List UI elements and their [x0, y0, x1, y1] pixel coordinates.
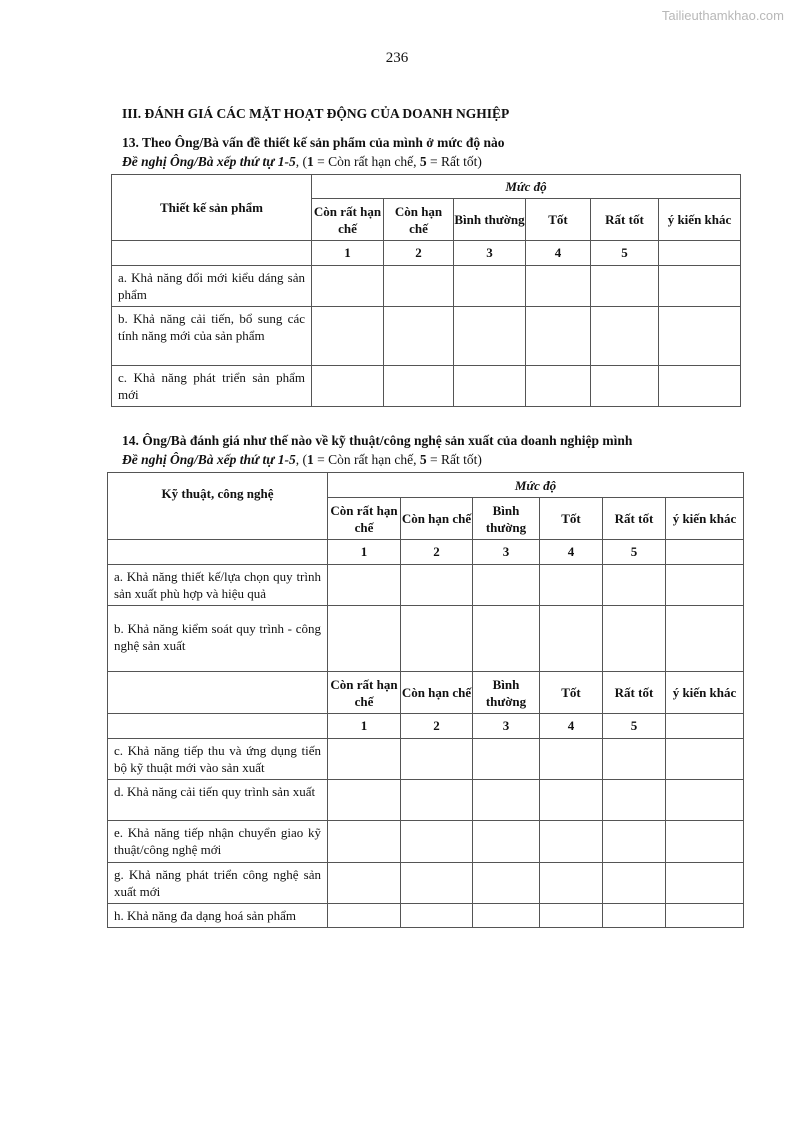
row-header: Kỹ thuật, công nghệ: [108, 473, 328, 540]
rating-cell[interactable]: [401, 565, 473, 606]
rating-cell[interactable]: [526, 266, 591, 307]
question-14-note: [122, 452, 482, 468]
question-14-title: 14. Ông/Bà đánh giá như thế nào về kỹ thuật/công nghệ sản xuất của doanh nghiệp mình: [122, 433, 633, 448]
score-label-cell: [108, 714, 328, 739]
question-13-table: [111, 174, 741, 407]
column-header: Rất tốt: [603, 672, 666, 714]
rating-cell[interactable]: [603, 606, 666, 672]
table-row: [108, 863, 744, 904]
rating-cell[interactable]: [666, 821, 744, 863]
row-header-blank: [108, 672, 328, 714]
score-cell: 4: [540, 714, 603, 739]
rating-cell[interactable]: [454, 366, 526, 407]
column-header: Còn rất hạn chế: [328, 498, 401, 540]
rating-cell[interactable]: [526, 307, 591, 366]
score-cell: 2: [401, 540, 473, 565]
row-label: b. Khả năng cải tiến, bổ sung các tính năng mới của sản phẩm: [112, 307, 312, 366]
rating-cell[interactable]: [591, 307, 659, 366]
rating-cell[interactable]: [603, 565, 666, 606]
rating-cell[interactable]: [473, 863, 540, 904]
rating-cell[interactable]: [540, 565, 603, 606]
table-row: [108, 904, 744, 928]
rating-cell[interactable]: [603, 904, 666, 928]
row-label: a. Khả năng đổi mới kiểu dáng sản phẩm: [112, 266, 312, 307]
note-five-text: = Rất tốt): [426, 452, 482, 467]
column-header: ý kiến khác: [666, 672, 744, 714]
column-header: Bình thường: [473, 672, 540, 714]
question-13-note: [122, 154, 482, 170]
score-cell: 5: [591, 241, 659, 266]
rating-cell[interactable]: [473, 739, 540, 780]
column-header: Tốt: [526, 199, 591, 241]
rating-cell[interactable]: [401, 904, 473, 928]
row-header: Thiết kế sản phẩm: [112, 175, 312, 241]
column-header: Còn hạn chế: [384, 199, 454, 241]
score-cell: 3: [473, 714, 540, 739]
score-cell: 3: [473, 540, 540, 565]
row-label: h. Khả năng đa dạng hoá sản phẩm: [108, 904, 328, 928]
rating-cell[interactable]: [540, 904, 603, 928]
column-header: Còn rất hạn chế: [312, 199, 384, 241]
row-label: c. Khả năng phát triển sản phẩm mới: [112, 366, 312, 407]
rating-cell[interactable]: [328, 565, 401, 606]
rating-cell[interactable]: [603, 821, 666, 863]
score-label-cell: [108, 540, 328, 565]
score-cell: 4: [540, 540, 603, 565]
score-cell: 5: [603, 540, 666, 565]
score-cell: 1: [328, 714, 401, 739]
rating-cell[interactable]: [659, 366, 741, 407]
rating-cell[interactable]: [666, 565, 744, 606]
score-cell: [666, 540, 744, 565]
rating-cell[interactable]: [401, 739, 473, 780]
score-row: [108, 714, 744, 739]
rating-cell[interactable]: [328, 739, 401, 780]
rating-cell[interactable]: [603, 863, 666, 904]
row-label: a. Khả năng thiết kế/lựa chọn quy trình sản xuất phù hợp và hiệu quả: [108, 565, 328, 606]
score-cell: [659, 241, 741, 266]
rating-cell[interactable]: [328, 606, 401, 672]
column-header: Tốt: [540, 498, 603, 540]
rating-cell[interactable]: [526, 366, 591, 407]
rating-cell[interactable]: [666, 739, 744, 780]
rating-cell[interactable]: [312, 266, 384, 307]
note-one-text: = Còn rất hạn chế,: [313, 154, 420, 169]
score-cell: 1: [312, 241, 384, 266]
rating-cell[interactable]: [591, 266, 659, 307]
note-five: 5: [419, 452, 427, 467]
rating-cell[interactable]: [659, 307, 741, 366]
note-five-text: = Rất tốt): [426, 154, 482, 169]
column-headers-repeat: [108, 672, 744, 714]
rating-cell[interactable]: [540, 863, 603, 904]
column-header: Bình thường: [454, 199, 526, 241]
rating-cell[interactable]: [659, 266, 741, 307]
score-cell: 2: [384, 241, 454, 266]
row-label: g. Khả năng phát triển công nghệ sản xuất mới: [108, 863, 328, 904]
rating-cell[interactable]: [384, 307, 454, 366]
rating-cell[interactable]: [401, 780, 473, 821]
rating-cell[interactable]: [384, 266, 454, 307]
column-header: Tốt: [540, 672, 603, 714]
score-row: [108, 540, 744, 565]
column-header: ý kiến khác: [666, 498, 744, 540]
rating-cell[interactable]: [328, 821, 401, 863]
column-header: Còn hạn chế: [401, 498, 473, 540]
note-one: 1: [306, 452, 314, 467]
rating-cell[interactable]: [473, 565, 540, 606]
table-row: [112, 307, 741, 366]
table-row: [108, 780, 744, 821]
table-row: [108, 606, 744, 672]
rating-cell[interactable]: [312, 307, 384, 366]
column-header: Còn rất hạn chế: [328, 672, 401, 714]
rating-cell[interactable]: [401, 606, 473, 672]
rating-cell[interactable]: [473, 904, 540, 928]
score-row: [112, 241, 741, 266]
rating-cell[interactable]: [603, 739, 666, 780]
rating-cell[interactable]: [328, 780, 401, 821]
column-header: Bình thường: [473, 498, 540, 540]
rating-cell[interactable]: [454, 307, 526, 366]
rating-cell[interactable]: [540, 780, 603, 821]
rating-cell[interactable]: [540, 606, 603, 672]
score-cell: 2: [401, 714, 473, 739]
score-cell: 1: [328, 540, 401, 565]
score-cell: 5: [603, 714, 666, 739]
rating-cell[interactable]: [473, 606, 540, 672]
table-row: [108, 739, 744, 780]
rating-cell[interactable]: [666, 863, 744, 904]
row-label: c. Khả năng tiếp thu và ứng dụng tiến bộ kỹ thuật mới vào sản xuất: [108, 739, 328, 780]
rating-cell[interactable]: [666, 780, 744, 821]
rating-cell[interactable]: [401, 821, 473, 863]
rating-cell[interactable]: [312, 366, 384, 407]
page-number: 236: [385, 50, 409, 66]
watermark-text: Tailieuthamkhao.com: [661, 8, 784, 23]
score-cell: 3: [454, 241, 526, 266]
table-row: [108, 821, 744, 863]
question-14-table: [107, 472, 744, 928]
rating-cell[interactable]: [591, 366, 659, 407]
row-label: d. Khả năng cải tiến quy trình sản xuất: [108, 780, 328, 821]
row-label: e. Khả năng tiếp nhận chuyển giao kỹ thuật/công nghệ mới: [108, 821, 328, 863]
section-title: III. ĐÁNH GIÁ CÁC MẶT HOẠT ĐỘNG CỦA DOANH NGHIỆP: [122, 106, 510, 121]
column-header: Rất tốt: [591, 199, 659, 241]
note-lead: Đề nghị Ông/Bà xếp thứ tự 1-5: [122, 452, 296, 467]
column-header: ý kiến khác: [659, 199, 741, 241]
note-one: 1: [306, 154, 314, 169]
score-label-cell: [112, 241, 312, 266]
rating-cell[interactable]: [603, 780, 666, 821]
rating-cell[interactable]: [454, 266, 526, 307]
score-cell: [666, 714, 744, 739]
rating-cell[interactable]: [328, 904, 401, 928]
note-lead: Đề nghị Ông/Bà xếp thứ tự 1-5: [122, 154, 296, 169]
note-sep: , (: [295, 154, 307, 169]
rating-cell[interactable]: [666, 606, 744, 672]
table-row: [112, 366, 741, 407]
note-sep: , (: [295, 452, 307, 467]
group-header: Mức độ: [328, 473, 744, 498]
table-row: [108, 565, 744, 606]
rating-cell[interactable]: [401, 863, 473, 904]
table-row: [112, 266, 741, 307]
rating-cell[interactable]: [540, 821, 603, 863]
rating-cell[interactable]: [473, 780, 540, 821]
rating-cell[interactable]: [384, 366, 454, 407]
rating-cell[interactable]: [328, 863, 401, 904]
note-five: 5: [419, 154, 427, 169]
group-header: Mức độ: [312, 175, 741, 199]
column-header: Còn hạn chế: [401, 672, 473, 714]
rating-cell[interactable]: [540, 739, 603, 780]
rating-cell[interactable]: [473, 821, 540, 863]
score-cell: 4: [526, 241, 591, 266]
column-header: Rất tốt: [603, 498, 666, 540]
note-one-text: = Còn rất hạn chế,: [313, 452, 420, 467]
rating-cell[interactable]: [666, 904, 744, 928]
row-label: b. Khả năng kiểm soát quy trình - công nghệ sản xuất: [108, 606, 328, 672]
question-13-title: 13. Theo Ông/Bà vấn đề thiết kế sản phẩm của mình ở mức độ nào: [122, 135, 505, 150]
